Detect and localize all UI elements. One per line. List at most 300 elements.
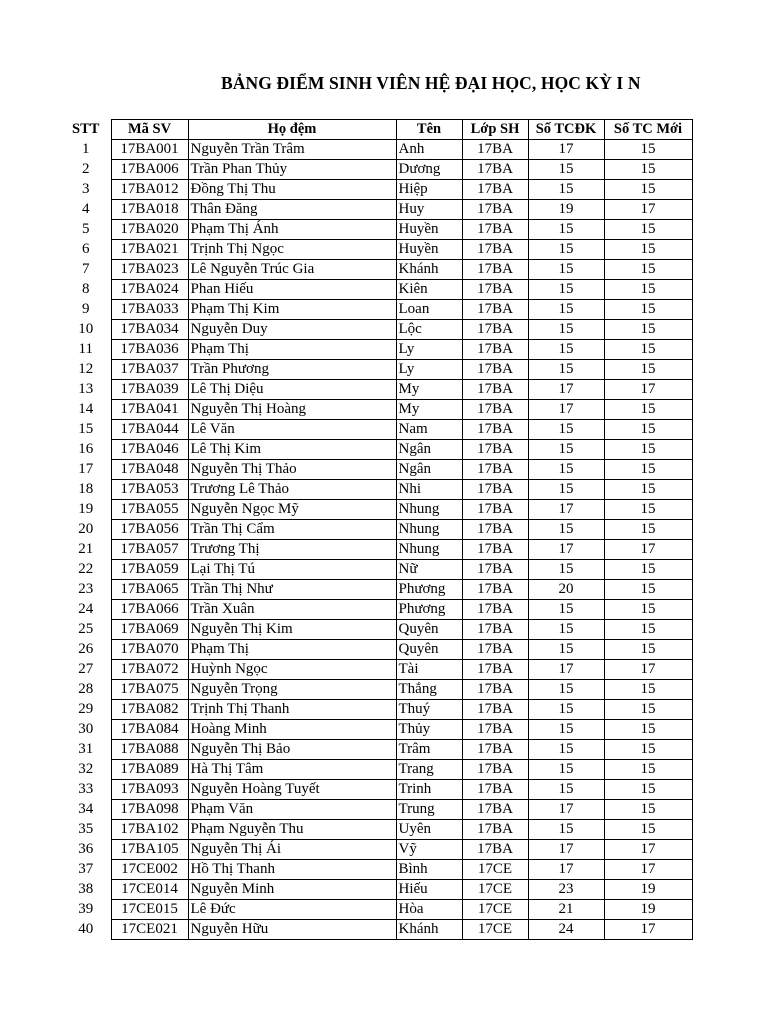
credits-new-cell: 15 — [604, 780, 692, 800]
student-id-cell: 17BA012 — [111, 180, 188, 200]
student-id-cell: 17CE002 — [111, 860, 188, 880]
stt-cell: 5 — [82, 221, 90, 237]
first-name-cell: Khánh — [396, 260, 462, 280]
student-id-cell: 17BA102 — [111, 820, 188, 840]
stt-cell: 6 — [82, 241, 90, 257]
first-name-cell: Nhung — [396, 500, 462, 520]
credits-new-cell: 15 — [604, 340, 692, 360]
class-cell: 17BA — [462, 360, 528, 380]
class-cell: 17BA — [462, 340, 528, 360]
first-name-cell: Hòa — [396, 900, 462, 920]
stt-cell: 29 — [78, 701, 94, 717]
middle-name-cell: Nguyễn Hữu — [188, 920, 396, 940]
student-id-cell: 17BA036 — [111, 340, 188, 360]
class-cell: 17BA — [462, 400, 528, 420]
table-row — [61, 920, 692, 940]
first-name-cell: Vỹ — [396, 840, 462, 860]
class-cell: 17BA — [462, 220, 528, 240]
stt-cell: 27 — [78, 661, 94, 677]
middle-name-cell: Nguyễn Thị Hoàng — [188, 400, 396, 420]
stt-cell: 40 — [78, 921, 94, 937]
middle-name-cell: Trần Phương — [188, 360, 396, 380]
table-row — [61, 340, 692, 360]
middle-name-cell: Nguyễn Minh — [188, 880, 396, 900]
student-id-cell: 17BA034 — [111, 320, 188, 340]
table-row — [61, 780, 692, 800]
class-cell: 17BA — [462, 700, 528, 720]
class-cell: 17BA — [462, 680, 528, 700]
student-id-cell: 17BA057 — [111, 540, 188, 560]
stt-cell: 4 — [82, 201, 90, 217]
student-id-cell: 17BA023 — [111, 260, 188, 280]
student-id-cell: 17BA046 — [111, 440, 188, 460]
credits-registered-cell: 15 — [528, 240, 604, 260]
table-row — [61, 660, 692, 680]
credits-registered-cell: 15 — [528, 440, 604, 460]
middle-name-cell: Nguyễn Hoàng Tuyết — [188, 780, 396, 800]
student-id-cell: 17BA048 — [111, 460, 188, 480]
first-name-cell: Phương — [396, 600, 462, 620]
credits-new-cell: 15 — [604, 420, 692, 440]
middle-name-cell: Hà Thị Tâm — [188, 760, 396, 780]
student-id-cell: 17CE021 — [111, 920, 188, 940]
middle-name-cell: Nguyễn Ngọc Mỹ — [188, 500, 396, 520]
first-name-cell: My — [396, 380, 462, 400]
stt-cell: 21 — [78, 541, 94, 557]
table-row — [61, 420, 692, 440]
stt-cell: 22 — [78, 561, 94, 577]
credits-new-cell: 17 — [604, 540, 692, 560]
middle-name-cell: Phạm Thị Kim — [188, 300, 396, 320]
credits-registered-cell: 15 — [528, 360, 604, 380]
class-cell: 17BA — [462, 160, 528, 180]
first-name-cell: Ngân — [396, 440, 462, 460]
class-cell: 17BA — [462, 740, 528, 760]
first-name-cell: Hiếu — [396, 880, 462, 900]
credits-registered-cell: 15 — [528, 640, 604, 660]
credits-registered-cell: 15 — [528, 700, 604, 720]
credits-registered-cell: 15 — [528, 180, 604, 200]
credits-registered-cell: 17 — [528, 660, 604, 680]
student-id-cell: 17BA033 — [111, 300, 188, 320]
first-name-cell: Dương — [396, 160, 462, 180]
middle-name-cell: Lê Nguyễn Trúc Gia — [188, 260, 396, 280]
table-row — [61, 220, 692, 240]
credits-new-cell: 15 — [604, 180, 692, 200]
student-id-cell: 17BA065 — [111, 580, 188, 600]
stt-cell: 24 — [78, 601, 94, 617]
stt-cell: 25 — [78, 621, 94, 637]
student-id-cell: 17BA066 — [111, 600, 188, 620]
middle-name-cell: Huỳnh Ngọc — [188, 660, 396, 680]
middle-name-cell: Nguyễn Trọng — [188, 680, 396, 700]
table-row — [61, 720, 692, 740]
table-row — [61, 600, 692, 620]
table-row — [61, 260, 692, 280]
credits-new-cell: 15 — [604, 620, 692, 640]
class-cell: 17BA — [462, 260, 528, 280]
class-cell: 17BA — [462, 800, 528, 820]
middle-name-cell: Phạm Thị — [188, 340, 396, 360]
table-row — [61, 620, 692, 640]
middle-name-cell: Trương Thị — [188, 540, 396, 560]
first-name-cell: Anh — [396, 140, 462, 160]
credits-new-cell: 17 — [604, 380, 692, 400]
stt-cell: 26 — [78, 641, 94, 657]
credits-new-cell: 19 — [604, 900, 692, 920]
middle-name-cell: Nguyễn Thị Thảo — [188, 460, 396, 480]
credits-new-cell: 17 — [604, 860, 692, 880]
credits-registered-cell: 15 — [528, 740, 604, 760]
middle-name-cell: Nguyễn Duy — [188, 320, 396, 340]
middle-name-cell: Trần Phan Thủy — [188, 160, 396, 180]
stt-cell: 18 — [78, 481, 94, 497]
credits-new-cell: 15 — [604, 440, 692, 460]
student-id-cell: 17BA070 — [111, 640, 188, 660]
student-id-cell: 17BA044 — [111, 420, 188, 440]
class-cell: 17BA — [462, 180, 528, 200]
stt-cell: 14 — [78, 401, 94, 417]
col-header-first-name: Tên — [396, 120, 462, 140]
first-name-cell: Tài — [396, 660, 462, 680]
stt-cell: 17 — [78, 461, 94, 477]
table-row — [61, 440, 692, 460]
credits-registered-cell: 15 — [528, 620, 604, 640]
student-id-cell: 17BA021 — [111, 240, 188, 260]
student-id-cell: 17BA037 — [111, 360, 188, 380]
first-name-cell: Huyền — [396, 240, 462, 260]
middle-name-cell: Phạm Văn — [188, 800, 396, 820]
table-row — [61, 540, 692, 560]
stt-cell: 15 — [78, 421, 94, 437]
first-name-cell: Lộc — [396, 320, 462, 340]
credits-registered-cell: 15 — [528, 760, 604, 780]
middle-name-cell: Phạm Thị — [188, 640, 396, 660]
col-header-stt: STT — [72, 121, 100, 137]
stt-cell: 7 — [82, 261, 90, 277]
student-id-cell: 17BA093 — [111, 780, 188, 800]
credits-registered-cell: 15 — [528, 340, 604, 360]
student-id-cell: 17BA024 — [111, 280, 188, 300]
grades-body — [61, 140, 692, 940]
stt-cell: 3 — [82, 181, 90, 197]
middle-name-cell: Hoàng Minh — [188, 720, 396, 740]
credits-registered-cell: 15 — [528, 300, 604, 320]
credits-registered-cell: 15 — [528, 460, 604, 480]
middle-name-cell: Trần Thị Cẩm — [188, 520, 396, 540]
middle-name-cell: Phạm Thị Ánh — [188, 220, 396, 240]
table-row — [61, 880, 692, 900]
credits-new-cell: 15 — [604, 300, 692, 320]
middle-name-cell: Trịnh Thị Ngọc — [188, 240, 396, 260]
student-id-cell: 17BA020 — [111, 220, 188, 240]
first-name-cell: Ngân — [396, 460, 462, 480]
credits-registered-cell: 15 — [528, 260, 604, 280]
table-row — [61, 480, 692, 500]
first-name-cell: Nhung — [396, 520, 462, 540]
table-row — [61, 140, 692, 160]
class-cell: 17BA — [462, 760, 528, 780]
stt-cell: 23 — [78, 581, 94, 597]
first-name-cell: Kiên — [396, 280, 462, 300]
student-id-cell: 17BA041 — [111, 400, 188, 420]
table-row — [61, 300, 692, 320]
first-name-cell: Huyền — [396, 220, 462, 240]
table-row — [61, 680, 692, 700]
student-id-cell: 17BA069 — [111, 620, 188, 640]
middle-name-cell: Trịnh Thị Thanh — [188, 700, 396, 720]
first-name-cell: Thuý — [396, 700, 462, 720]
credits-new-cell: 15 — [604, 140, 692, 160]
table-row — [61, 320, 692, 340]
middle-name-cell: Thân Đăng — [188, 200, 396, 220]
table-row — [61, 760, 692, 780]
first-name-cell: Thắng — [396, 680, 462, 700]
middle-name-cell: Lê Thị Diệu — [188, 380, 396, 400]
table-row — [61, 520, 692, 540]
credits-registered-cell: 17 — [528, 800, 604, 820]
class-cell: 17CE — [462, 860, 528, 880]
stt-cell: 8 — [82, 281, 90, 297]
student-id-cell: 17BA055 — [111, 500, 188, 520]
student-id-cell: 17BA072 — [111, 660, 188, 680]
credits-registered-cell: 23 — [528, 880, 604, 900]
first-name-cell: Quyên — [396, 620, 462, 640]
credits-registered-cell: 15 — [528, 560, 604, 580]
first-name-cell: Bình — [396, 860, 462, 880]
credits-new-cell: 15 — [604, 740, 692, 760]
class-cell: 17BA — [462, 560, 528, 580]
credits-registered-cell: 15 — [528, 220, 604, 240]
credits-registered-cell: 17 — [528, 380, 604, 400]
col-header-student-id: Mã SV — [111, 120, 188, 140]
credits-new-cell: 17 — [604, 920, 692, 940]
table-row — [61, 840, 692, 860]
stt-cell: 35 — [78, 821, 94, 837]
stt-cell: 16 — [78, 441, 94, 457]
class-cell: 17BA — [462, 480, 528, 500]
col-header-middle-name: Họ đệm — [188, 120, 396, 140]
credits-new-cell: 15 — [604, 400, 692, 420]
first-name-cell: Quyên — [396, 640, 462, 660]
table-row — [61, 560, 692, 580]
student-id-cell: 17BA001 — [111, 140, 188, 160]
middle-name-cell: Phạm Nguyễn Thu — [188, 820, 396, 840]
table-row — [61, 900, 692, 920]
table-row — [61, 380, 692, 400]
credits-new-cell: 15 — [604, 560, 692, 580]
stt-cell: 1 — [82, 141, 90, 157]
class-cell: 17BA — [462, 460, 528, 480]
middle-name-cell: Phan Hiếu — [188, 280, 396, 300]
credits-new-cell: 15 — [604, 240, 692, 260]
class-cell: 17BA — [462, 840, 528, 860]
student-id-cell: 17CE015 — [111, 900, 188, 920]
stt-cell: 10 — [78, 321, 94, 337]
table-row — [61, 580, 692, 600]
middle-name-cell: Lê Văn — [188, 420, 396, 440]
middle-name-cell: Lại Thị Tú — [188, 560, 396, 580]
stt-cell: 13 — [78, 381, 94, 397]
credits-registered-cell: 17 — [528, 500, 604, 520]
credits-registered-cell: 15 — [528, 720, 604, 740]
first-name-cell: My — [396, 400, 462, 420]
col-header-credits-registered: Số TCĐK — [528, 120, 604, 140]
first-name-cell: Hiệp — [396, 180, 462, 200]
class-cell: 17CE — [462, 880, 528, 900]
class-cell: 17BA — [462, 720, 528, 740]
first-name-cell: Trang — [396, 760, 462, 780]
stt-cell: 38 — [78, 881, 94, 897]
first-name-cell: Trâm — [396, 740, 462, 760]
first-name-cell: Trinh — [396, 780, 462, 800]
table-row — [61, 820, 692, 840]
middle-name-cell: Nguyễn Thị Ái — [188, 840, 396, 860]
student-id-cell: 17BA018 — [111, 200, 188, 220]
credits-registered-cell: 15 — [528, 280, 604, 300]
credits-new-cell: 15 — [604, 580, 692, 600]
table-row — [61, 360, 692, 380]
credits-registered-cell: 15 — [528, 160, 604, 180]
table-row — [61, 700, 692, 720]
middle-name-cell: Trần Xuân — [188, 600, 396, 620]
credits-new-cell: 15 — [604, 480, 692, 500]
stt-cell: 37 — [78, 861, 94, 877]
class-cell: 17BA — [462, 500, 528, 520]
table-row — [61, 180, 692, 200]
credits-new-cell: 17 — [604, 840, 692, 860]
class-cell: 17BA — [462, 820, 528, 840]
credits-registered-cell: 15 — [528, 420, 604, 440]
credits-new-cell: 15 — [604, 680, 692, 700]
stt-cell: 31 — [78, 741, 94, 757]
middle-name-cell: Nguyễn Thị Kim — [188, 620, 396, 640]
col-header-class: Lớp SH — [462, 120, 528, 140]
credits-registered-cell: 17 — [528, 400, 604, 420]
middle-name-cell: Nguyễn Trần Trâm — [188, 140, 396, 160]
class-cell: 17CE — [462, 900, 528, 920]
grades-table — [61, 119, 693, 940]
stt-cell: 34 — [78, 801, 94, 817]
first-name-cell: Ly — [396, 360, 462, 380]
first-name-cell: Nhi — [396, 480, 462, 500]
first-name-cell: Khánh — [396, 920, 462, 940]
stt-cell: 11 — [78, 341, 93, 357]
credits-registered-cell: 15 — [528, 480, 604, 500]
table-row — [61, 160, 692, 180]
stt-cell: 30 — [78, 721, 94, 737]
class-cell: 17BA — [462, 240, 528, 260]
table-row — [61, 400, 692, 420]
credits-new-cell: 15 — [604, 720, 692, 740]
col-header-credits-new: Số TC Mới — [604, 120, 692, 140]
credits-registered-cell: 24 — [528, 920, 604, 940]
credits-new-cell: 15 — [604, 260, 692, 280]
class-cell: 17BA — [462, 140, 528, 160]
student-id-cell: 17CE014 — [111, 880, 188, 900]
credits-new-cell: 15 — [604, 600, 692, 620]
credits-registered-cell: 21 — [528, 900, 604, 920]
table-row — [61, 460, 692, 480]
credits-registered-cell: 15 — [528, 780, 604, 800]
first-name-cell: Phương — [396, 580, 462, 600]
student-id-cell: 17BA059 — [111, 560, 188, 580]
middle-name-cell: Trương Lê Thảo — [188, 480, 396, 500]
first-name-cell: Nam — [396, 420, 462, 440]
credits-new-cell: 15 — [604, 520, 692, 540]
stt-cell: 36 — [78, 841, 94, 857]
class-cell: 17BA — [462, 200, 528, 220]
credits-new-cell: 15 — [604, 760, 692, 780]
student-id-cell: 17BA082 — [111, 700, 188, 720]
credits-new-cell: 15 — [604, 460, 692, 480]
first-name-cell: Huy — [396, 200, 462, 220]
class-cell: 17BA — [462, 580, 528, 600]
first-name-cell: Nữ — [396, 560, 462, 580]
credits-new-cell: 15 — [604, 360, 692, 380]
first-name-cell: Loan — [396, 300, 462, 320]
first-name-cell: Ly — [396, 340, 462, 360]
stt-cell: 9 — [82, 301, 90, 317]
class-cell: 17CE — [462, 920, 528, 940]
class-cell: 17BA — [462, 320, 528, 340]
student-id-cell: 17BA098 — [111, 800, 188, 820]
stt-cell: 39 — [78, 901, 94, 917]
class-cell: 17BA — [462, 280, 528, 300]
credits-registered-cell: 15 — [528, 680, 604, 700]
first-name-cell: Trung — [396, 800, 462, 820]
credits-registered-cell: 19 — [528, 200, 604, 220]
credits-new-cell: 15 — [604, 500, 692, 520]
student-id-cell: 17BA088 — [111, 740, 188, 760]
table-row — [61, 860, 692, 880]
class-cell: 17BA — [462, 660, 528, 680]
stt-cell: 28 — [78, 681, 94, 697]
stt-cell: 19 — [78, 501, 94, 517]
credits-registered-cell: 15 — [528, 600, 604, 620]
middle-name-cell: Đồng Thị Thu — [188, 180, 396, 200]
header-row — [61, 120, 692, 140]
middle-name-cell: Trần Thị Như — [188, 580, 396, 600]
credits-new-cell: 15 — [604, 220, 692, 240]
credits-registered-cell: 17 — [528, 140, 604, 160]
table-row — [61, 200, 692, 220]
table-row — [61, 240, 692, 260]
class-cell: 17BA — [462, 620, 528, 640]
stt-cell: 12 — [78, 361, 94, 377]
credits-registered-cell: 15 — [528, 520, 604, 540]
class-cell: 17BA — [462, 380, 528, 400]
class-cell: 17BA — [462, 440, 528, 460]
credits-new-cell: 15 — [604, 280, 692, 300]
credits-registered-cell: 15 — [528, 820, 604, 840]
student-id-cell: 17BA039 — [111, 380, 188, 400]
stt-cell: 33 — [78, 781, 94, 797]
first-name-cell: Uyên — [396, 820, 462, 840]
middle-name-cell: Nguyễn Thị Bảo — [188, 740, 396, 760]
credits-new-cell: 15 — [604, 160, 692, 180]
credits-registered-cell: 17 — [528, 840, 604, 860]
credits-new-cell: 15 — [604, 320, 692, 340]
class-cell: 17BA — [462, 780, 528, 800]
credits-registered-cell: 15 — [528, 320, 604, 340]
table-row — [61, 500, 692, 520]
credits-registered-cell: 17 — [528, 540, 604, 560]
page-title: BẢNG ĐIỂM SINH VIÊN HỆ ĐẠI HỌC, HỌC KỲ I N — [221, 73, 641, 93]
student-id-cell: 17BA089 — [111, 760, 188, 780]
class-cell: 17BA — [462, 520, 528, 540]
credits-new-cell: 17 — [604, 200, 692, 220]
